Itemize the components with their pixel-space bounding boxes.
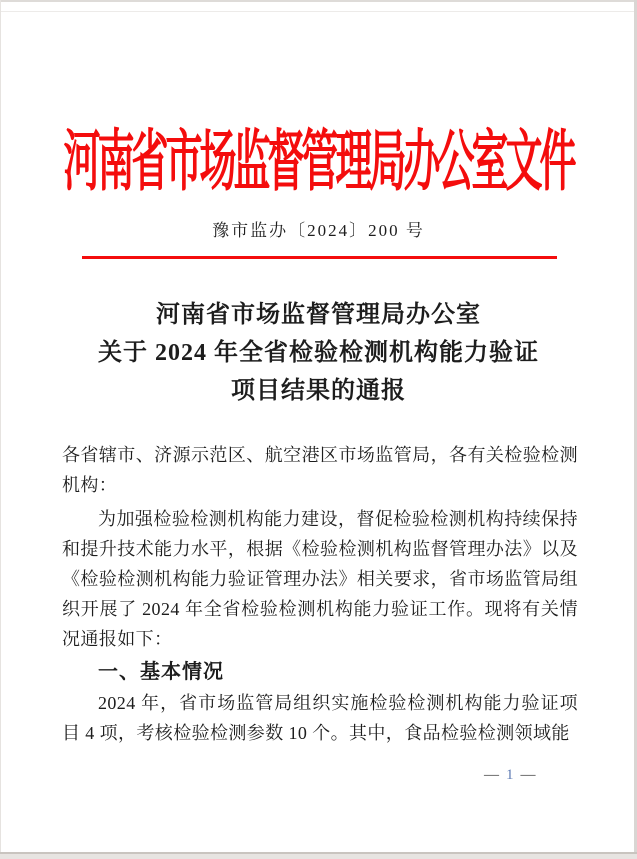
document-number: 豫市监办〔2024〕200 号 [212, 221, 425, 240]
document-title [0, 296, 637, 410]
footer-dash-left: — [484, 767, 499, 783]
salutation: 各省辖市、济源示范区、航空港区市场监管局，各有关检验检测机构： [62, 445, 578, 495]
document-body [62, 440, 578, 752]
red-header-banner [0, 126, 637, 201]
page-footer [484, 765, 536, 785]
section-1-paragraph: 2024 年，省市场监管局组织实施检验检测机构能力验证项目 4 项，考核检验检测参数 10 个。其中，食品检验检测领域能 [62, 693, 578, 743]
footer-dash-right: — [520, 767, 536, 783]
scan-edge-left [0, 0, 1, 859]
red-divider-line [82, 256, 557, 259]
title-line-2: 关于 2024 年全省检验检测机构能力验证 [98, 340, 539, 366]
intro-paragraph: 为加强检验检测机构能力建设，督促检验检测机构持续保持和提升技术能力水平，根据《检验检测机构监督管理办法》以及《检验检测机构能力验证管理办法》相关要求，省市场监管局组织开展了 2024 年全省检验检测机构能力验证工作。现将有关情况通报如下： [62, 509, 578, 649]
title-line-1: 河南省市场监督管理局办公室 [156, 302, 481, 328]
scan-edge-bottom [0, 852, 637, 859]
scan-edge-top [0, 0, 637, 2]
section-1-heading: 一、基本情况 [98, 661, 224, 683]
scan-edge-top-line [0, 11, 637, 12]
page-number: 1 [506, 767, 514, 783]
title-line-3: 项目结果的通报 [231, 378, 406, 404]
agency-banner-title: 河南省市场监督管理局办公室文件 [63, 126, 574, 201]
